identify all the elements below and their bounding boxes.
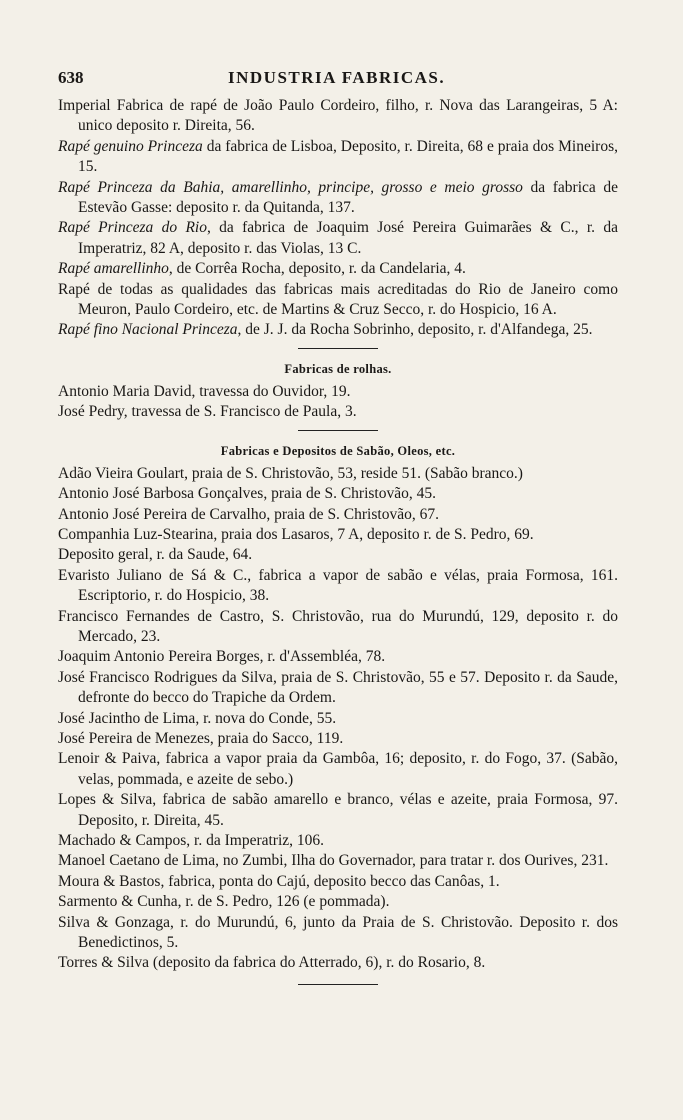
rape-entries-list xyxy=(58,96,618,341)
directory-entry xyxy=(58,668,618,709)
entry-text: Manoel Caetano de Lima, no Zumbi, Ilha do Governador, para tratar r. dos Ourives, 231. xyxy=(58,852,609,870)
directory-entry xyxy=(58,505,618,525)
directory-entry xyxy=(58,790,618,831)
entry-text: Antonio Maria David, travessa do Ouvidor, 19. xyxy=(58,382,351,400)
directory-entry xyxy=(58,872,618,892)
entry-text: Lopes & Silva, fabrica de sabão amarello e branco, vélas e azeite, praia Formosa, 97. Deposito, r. Direita, 45. xyxy=(58,791,618,829)
entry-text: José Pedry, travessa de S. Francisco de Paula, 3. xyxy=(58,403,357,421)
directory-entry xyxy=(58,607,618,648)
entry-text: Companhia Luz-Stearina, praia dos Lasaros, 7 A, deposito r. de S. Pedro, 69. xyxy=(58,525,534,543)
directory-entry xyxy=(58,178,618,219)
entry-italic-text: Rapé fino Nacional Princeza xyxy=(58,321,238,339)
directory-entry xyxy=(58,749,618,790)
section-title-sabao: Fabricas e Depositos de Sabão, Oleos, etc. xyxy=(220,443,456,458)
directory-entry xyxy=(58,892,618,912)
entry-italic-text: Rapé Princeza da Bahia, amarellinho, principe, grosso e meio grosso xyxy=(58,178,523,196)
directory-entry xyxy=(58,280,618,321)
page-number: 638 xyxy=(58,68,84,87)
page-header xyxy=(58,68,628,92)
entry-text: Rapé de todas as qualidades das fabricas mais acreditadas do Rio de Janeiro como Meuron, Paulo Cordeiro, etc. de Martins & Cruz Secco, r. do Hospicio, 16 A. xyxy=(58,280,618,319)
directory-entry xyxy=(58,137,618,178)
entry-text: Adão Vieira Goulart, praia de S. Christovão, 53, reside 51. (Sabão branco.) xyxy=(58,464,523,482)
entry-text: da fabrica de Lisboa, Deposito, r. Direita, 68 e praia dos Mineiros, 15. xyxy=(78,137,618,176)
section-divider xyxy=(298,430,378,431)
directory-entry xyxy=(58,566,618,607)
directory-entry xyxy=(58,320,618,340)
directory-entry xyxy=(58,382,618,402)
end-divider xyxy=(298,984,378,985)
directory-entry xyxy=(58,709,618,729)
section-title-rolhas: Fabricas de rolhas. xyxy=(284,361,392,376)
directory-entry xyxy=(58,545,618,565)
entry-text: Imperial Fabrica de rapé de João Paulo Cordeiro, filho, r. Nova das Larangeiras, 5 A: unico deposito r. Direita, 56. xyxy=(58,97,618,135)
page-content xyxy=(58,96,618,985)
entry-text: Sarmento & Cunha, r. de S. Pedro, 126 (e pommada). xyxy=(58,893,390,911)
entry-text: Torres & Silva (deposito da fabrica do Atterrado, 6), r. do Rosario, 8. xyxy=(58,954,486,972)
running-title: INDUSTRIA FABRICAS. xyxy=(228,68,446,87)
entry-text: da fabrica de Estevão Gasse: deposito r. da Quitanda, 137. xyxy=(78,178,619,217)
entry-text: , da fabrica de Joaquim José Pereira Guimarães & C., r. da Imperatriz, 82 A, deposito r. das Violas, 13 C. xyxy=(78,219,618,257)
directory-entry xyxy=(58,913,618,954)
entry-italic-text: Rapé amarellinho xyxy=(58,260,169,278)
directory-entry xyxy=(58,464,618,484)
entry-text: José Francisco Rodrigues da Silva, praia de S. Christovão, 55 e 57. Deposito r. da Saude, defronte do becco do Trapiche da Ordem. xyxy=(58,668,618,707)
entry-text: Joaquim Antonio Pereira Borges, r. d'Assembléa, 78. xyxy=(58,648,386,666)
directory-entry xyxy=(58,96,618,137)
entry-text: , de J. J. da Rocha Sobrinho, deposito, r. d'Alfandega, 25. xyxy=(237,321,593,339)
entry-text: Moura & Bastos, fabrica, ponta do Cajú, deposito becco das Canôas, 1. xyxy=(58,872,500,890)
sabao-entries-list xyxy=(58,464,618,974)
entry-text: Evaristo Juliano de Sá & C., fabrica a vapor de sabão e vélas, praia Formosa, 161. Escriptorio, r. do Hospicio, 38. xyxy=(58,566,618,605)
directory-entry xyxy=(58,647,618,667)
entry-text: , de Corrêa Rocha, deposito, r. da Candelaria, 4. xyxy=(168,260,466,278)
directory-entry xyxy=(58,831,618,851)
section-divider xyxy=(298,348,378,349)
entry-text: José Pereira de Menezes, praia do Sacco, 119. xyxy=(58,729,344,747)
directory-entry xyxy=(58,218,618,259)
directory-entry xyxy=(58,953,618,973)
entry-text: Lenoir & Paiva, fabrica a vapor praia da Gambôa, 16; deposito, r. do Fogo, 37. (Sabão, velas, pommada, e azeite de sebo.) xyxy=(58,750,618,788)
directory-entry xyxy=(58,402,618,422)
directory-entry xyxy=(58,525,618,545)
directory-entry xyxy=(58,729,618,749)
entry-text: José Jacintho de Lima, r. nova do Conde, 55. xyxy=(58,709,337,727)
entry-text: Antonio José Pereira de Carvalho, praia de S. Christovão, 67. xyxy=(58,505,439,523)
entry-text: Deposito geral, r. da Saude, 64. xyxy=(58,546,253,564)
directory-entry xyxy=(58,259,618,279)
entry-text: Machado & Campos, r. da Imperatriz, 106. xyxy=(58,832,325,849)
directory-entry xyxy=(58,484,618,504)
rolhas-entries-list xyxy=(58,382,618,423)
entry-text: Silva & Gonzaga, r. do Murundú, 6, junto da Praia de S. Christovão. Deposito r. dos Benedictinos, 5. xyxy=(58,913,618,952)
entry-text: Francisco Fernandes de Castro, S. Christovão, rua do Murundú, 129, deposito r. do Mercado, 23. xyxy=(58,607,618,645)
entry-text: Antonio José Barbosa Gonçalves, praia de S. Christovão, 45. xyxy=(58,485,436,503)
directory-entry xyxy=(58,851,618,871)
entry-italic-text: Rapé genuino Princeza xyxy=(58,137,203,155)
entry-italic-text: Rapé Princeza do Rio xyxy=(58,219,207,237)
